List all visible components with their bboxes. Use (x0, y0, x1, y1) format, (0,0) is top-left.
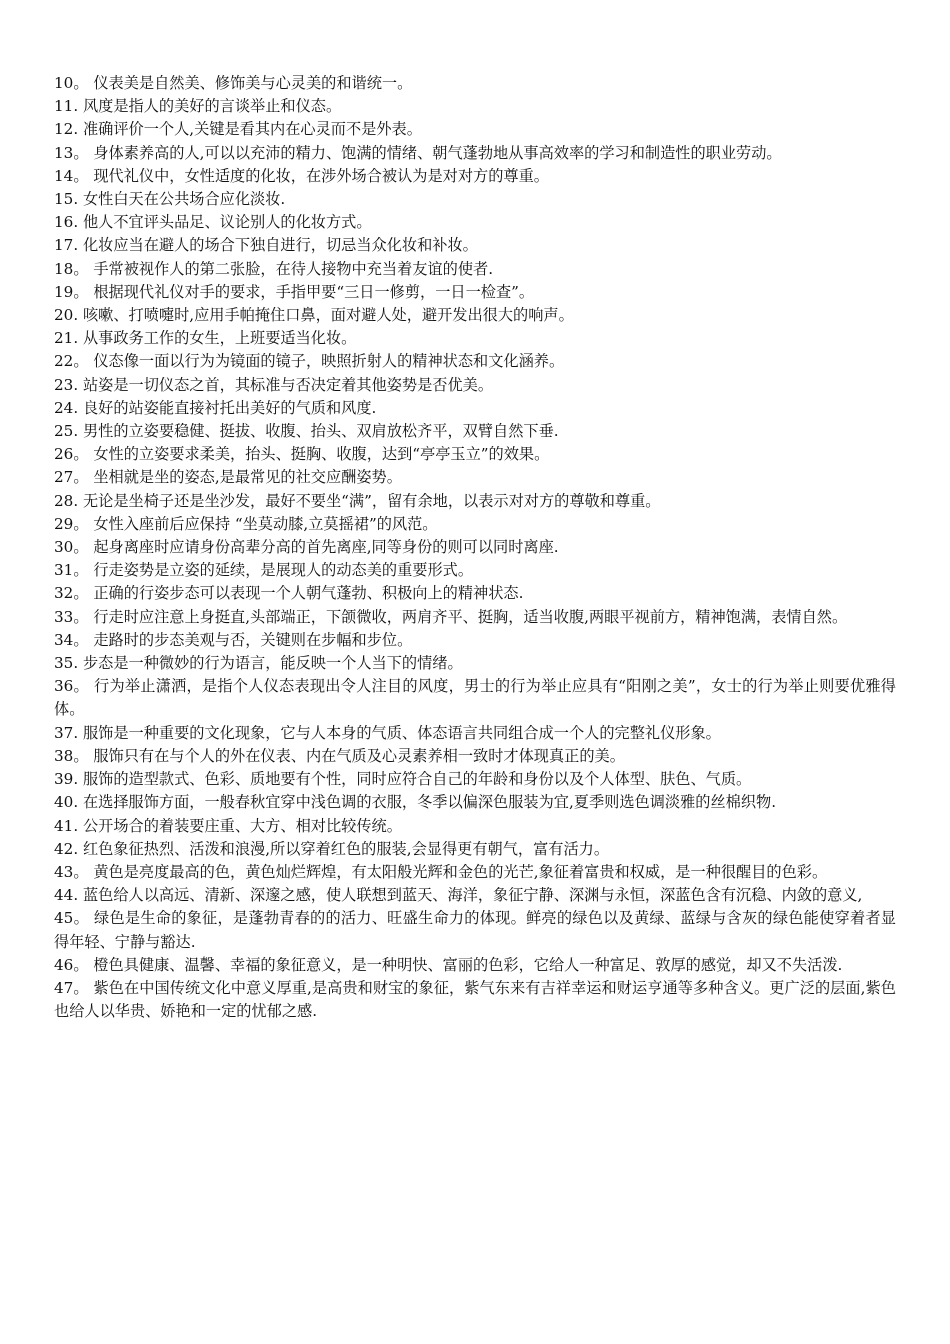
list-item: 18。 手常被视作人的第二张脸，在待人接物中充当着友谊的使者. (54, 259, 494, 278)
list-item: 39. 服饰的造型款式、色彩、质地要有个性，同时应符合自己的年龄和身份以及个人体型、肤色、气质。 (54, 770, 752, 789)
list-item: 46。 橙色具健康、温馨、幸福的象征意义，是一种明快、富丽的色彩，它给人一种富足、敦厚的感觉，却又不失活泼. (54, 955, 843, 974)
list-item: 42. 红色象征热烈、活泼和浪漫,所以穿着红色的服装,会显得更有朝气，富有活力。 (54, 839, 610, 858)
list-item: 31。 行走姿势是立姿的延续，是展现人的动态美的重要形式。 (54, 561, 474, 580)
list-item: 16. 他人不宜评头品足、议论别人的化妆方式。 (54, 213, 372, 232)
list-item: 22。 仪态像一面以行为为镜面的镜子，映照折射人的精神状态和文化涵养。 (54, 352, 565, 371)
list-item: 20. 咳嗽、打喷嚏时,应用手帕掩住口鼻，面对避人处，避开发出很大的响声。 (54, 306, 574, 325)
list-item: 34。 走路时的步态美观与否，关键则在步幅和步位。 (54, 630, 413, 649)
list-item: 37. 服饰是一种重要的文化现象，它与人本身的气质、体态语言共同组合成一个人的完整礼仪形象。 (54, 723, 721, 742)
list-item: 43。 黄色是亮度最高的色，黄色灿烂辉煌，有太阳般光辉和金色的光芒,象征着富贵和权威，是一种很醒目的色彩。 (54, 862, 828, 881)
list-item: 19。 根据现代礼仪对手的要求，手指甲要“三日一修剪，一日一检查”。 (54, 282, 535, 301)
list-item: 14。 现代礼仪中，女性适度的化妆，在涉外场合被认为是对对方的尊重。 (54, 166, 549, 185)
list-item: 28. 无论是坐椅子还是坐沙发，最好不要坐“满”，留有余地，以表示对对方的尊敬和尊重。 (54, 491, 661, 510)
list-item: 27。 坐相就是坐的姿态,是最常见的社交应酬姿势。 (54, 468, 402, 487)
list-item: 32。 正确的行姿步态可以表现一个人朝气蓬勃、积极向上的精神状态. (54, 584, 524, 603)
list-item: 41. 公开场合的着装要庄重、大方、相对比较传统。 (54, 816, 402, 835)
list-item: 44. 蓝色给人以高远、清新、深邃之感，使人联想到蓝天、海洋，象征宁静、深渊与永恒，深蓝色含有沉稳、内敛的意义, (54, 886, 863, 905)
item-list (54, 72, 896, 1023)
list-item: 12. 准确评价一个人,关键是看其内在心灵而不是外表。 (54, 120, 422, 139)
list-item: 23. 站姿是一切仪态之首，其标准与否决定着其他姿势是否优美。 (54, 375, 494, 394)
list-item: 29。 女性入座前后应保持 “坐莫动膝,立莫摇裙”的风范。 (54, 514, 438, 533)
list-item: 33。 行走时应注意上身挺直,头部端正，下颌微收，两肩齐平、挺胸，适当收腹,两眼平视前方，精神饱满，表情自然。 (54, 607, 848, 626)
list-item: 15. 女性白天在公共场合应化淡妆. (54, 190, 286, 209)
list-item: 11. 风度是指人的美好的言谈举止和仪态。 (54, 97, 342, 116)
list-item: 24. 良好的站姿能直接衬托出美好的气质和风度. (54, 398, 377, 417)
list-item: 17. 化妆应当在避人的场合下独自进行，切忌当众化妆和补妆。 (54, 236, 478, 255)
list-item: 35. 步态是一种微妙的行为语言，能反映一个人当下的情绪。 (54, 654, 463, 673)
list-item: 47。 紫色在中国传统文化中意义厚重,是高贵和财宝的象征，紫气东来有吉祥幸运和财运亨通等多种含义。更广泛的层面,紫色也给人以华贵、娇艳和一定的忧郁之感. (54, 978, 896, 1021)
list-item: 36。 行为举止潇洒，是指个人仪态表现出令人注目的风度，男士的行为举止应具有“阳刚之美”，女士的行为举止则要优雅得体。 (54, 677, 896, 719)
list-item: 45。 绿色是生命的象征，是蓬勃青春的的活力、旺盛生命力的体现。鲜亮的绿色以及黄绿、蓝绿与含灰的绿色能使穿着者显得年轻、宁静与豁达. (54, 909, 896, 951)
list-item: 13。 身体素养高的人,可以以充沛的精力、饱满的情绪、朝气蓬勃地从事高效率的学习和制造性的职业劳动。 (54, 143, 782, 162)
list-item: 10。 仪表美是自然美、修饰美与心灵美的和谐统一。 (54, 74, 413, 92)
list-item: 25. 男性的立姿要稳健、挺拔、收腹、抬头、双肩放松齐平，双臂自然下垂. (54, 422, 559, 441)
list-item: 40. 在选择服饰方面，一般春秋宜穿中浅色调的衣服，冬季以偏深色服装为宜,夏季则选色调淡雅的丝棉织物. (54, 793, 777, 812)
list-item: 26。 女性的立姿要求柔美，抬头、挺胸、收腹，达到“亭亭玉立”的效果。 (54, 445, 550, 464)
list-item: 30。 起身离座时应请身份高辈分高的首先离座,同等身份的则可以同时离座. (54, 538, 559, 557)
list-item: 38。 服饰只有在与个人的外在仪表、内在气质及心灵素养相一致时才体现真正的美。 (54, 746, 625, 765)
list-item: 21. 从事政务工作的女生，上班要适当化妆。 (54, 329, 357, 348)
